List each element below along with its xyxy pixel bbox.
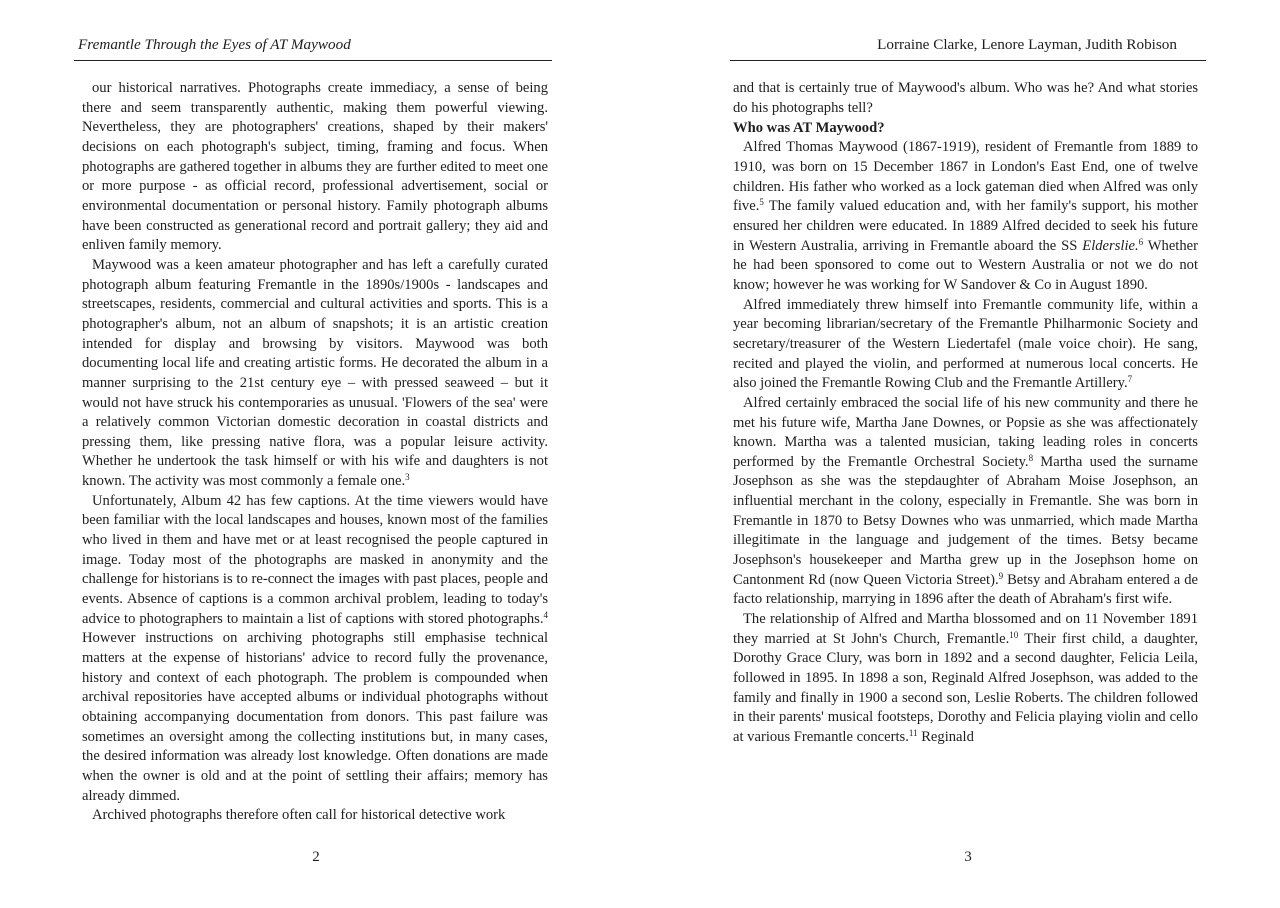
text-run: However instructions on archiving photographs still emphasise technical matters at the expense of historians' advice to record fully the provenance, history and context of each photograph. The problem is compounded when archival repositories have accepted albums or individual photographs without obtaining accompanying documentation from donors. This past failure was sometimes an oversight among the collecting institutions but, in many cases, the desired information was already lost knowledge. Often donations are made when the owner is old and at the point of settling their affairs; memory has already dimmed. (82, 630, 548, 804)
running-head-title: Fremantle Through the Eyes of AT Maywood (78, 36, 351, 53)
text-run: Alfred immediately threw himself into Fremantle community life, within a year becoming librarian/secretary of the Fremantle Philharmonic Society and secretary/treasurer of the Western Liedertafel (male voice choir). He sang, recited and played the violin, and performed at numerous local concerts. He also joined the Fremantle Rowing Club and the Fremantle Artillery. (733, 296, 1198, 392)
running-head-authors: Lorraine Clarke, Lenore Layman, Judith Robison (877, 36, 1177, 53)
footnote-ref: 7 (1127, 374, 1133, 385)
footnote-ref: 10 (1009, 629, 1019, 640)
body-paragraph (733, 296, 1198, 394)
text-run: Maywood was a keen amateur photographer and has left a carefully curated photograph album featuring Fremantle in the 1890s/1900s - landscapes and streetscapes, residents, commercial and cultural activities and sports. This is a photographer's album, not an album of snapshots; it is an artistic creation intended for display and browsing by visitors. Maywood was both documenting local life and creating artistic forms. He decorated the album in a manner surprising to the 21st century eye – with pressed seaweed – but it would not have struck his contemporaries as unusual. 'Flowers of the sea' were a relatively common Victorian domestic decoration in coastal districts and pressing them, like pressing native flora, was a popular leisure activity. Whether he undertook the task himself or with his wife and daughters is not known. The activity was most commonly a female one. (82, 256, 548, 490)
section-heading: Who was AT Maywood? (733, 120, 885, 137)
footnote-ref: 3 (405, 472, 410, 483)
left-page-body (82, 79, 548, 826)
footnote-ref: 9 (998, 570, 1004, 581)
right-page-paragraphs (733, 138, 1198, 747)
body-paragraph (733, 138, 1198, 295)
text-run: The family valued education and, with her family's support, his mother ensured her children were educated. In 1889 Alfred decided to seek his future in Western Australia, arriving in Fremantle aboard the SS (733, 198, 1198, 254)
header-rule (730, 60, 1206, 61)
text-run: Reginald (917, 729, 974, 745)
intro-paragraph (733, 79, 1198, 118)
text-run: Alfred certainly embraced the social life of his new community and there he met his future wife, Martha Jane Downes, or Popsie as she was affectionately known. Martha was a talented musician, taking leading roles in concerts performed by the Fremantle Orchestral Society. (733, 394, 1198, 470)
footnote-ref: 8 (1028, 452, 1034, 463)
body-paragraph (82, 492, 548, 807)
body-paragraph (82, 256, 548, 492)
footnote-ref: 4 (543, 609, 548, 620)
body-paragraph (733, 394, 1198, 610)
body-paragraph (733, 610, 1198, 748)
text-run: Their first child, a daughter, Dorothy Grace Clury, was born in 1892 and a second daughter, Felicia Leila, followed in 1895. In 1898 a son, Reginald Alfred Josephson, was added to the family and finally in 1900 a second son, Leslie Roberts. The children followed in their parents' musical footsteps, Dorothy and Felicia playing violin and cello at various Fremantle concerts. (733, 630, 1198, 745)
footnote-ref: 5 (759, 197, 764, 208)
text-run: Whether he had been sponsored to come out to Western Australia or not we do not know; however he was working for W Sandover & Co in August 1890. (733, 237, 1198, 293)
footnote-ref: 6 (1138, 236, 1144, 247)
italic-text: Elderslie (1082, 237, 1135, 254)
text-run: and that is certainly true of Maywood's album. Who was he? And what stories do his photographs tell? (733, 80, 1198, 116)
footnote-ref: 11 (908, 728, 918, 738)
text-run: Alfred Thomas Maywood (1867-1919), resident of Fremantle from 1889 to 1910, was born on 15 December 1867 in London's East End, one of twelve children. His father who worked as a lock gateman died when Alfred was only five. (733, 139, 1198, 215)
page-number: 3 (964, 849, 972, 865)
header-rule (74, 60, 552, 61)
left-page (0, 0, 620, 908)
text-run: Martha used the surname Josephson as she was the stepdaughter of Abraham Moise Josephson, an influential merchant in the colony, especially in Fremantle. She was born in Fremantle in 1870 to Betsy Downes who was unmarried, which made Martha illegitimate in the language and judgement of the times. Betsy became Josephson's housekeeper and Martha grew up in the Josephson home on Cantonment Rd (now Queen Victoria Street). (733, 453, 1198, 588)
body-paragraph (82, 79, 548, 256)
text-run: our historical narratives. Photographs create immediacy, a sense of being there and seem transparently authentic, making them powerful viewing. Nevertheless, they are photographers' creations, shaped by their makers' decisions on each photograph's subject, timing, framing and focus. When photographs are gathered together in albums they are further edited to meet one or more purpose - as official record, professional advertisement, social or environmental documentation or personal history. Family photograph albums have been constructed as generational record and portrait gallery; they aid and enliven family memory. (82, 80, 548, 254)
body-paragraph (82, 806, 548, 826)
page-number: 2 (312, 849, 320, 865)
right-page (640, 0, 1260, 908)
text-run: The relationship of Alfred and Martha blossomed and on 11 November 1891 they married at St John's Church, Fremantle. (733, 611, 1198, 647)
text-run: Unfortunately, Album 42 has few captions. At the time viewers would have been familiar with the local landscapes and houses, known most of the families who lived in them and have met or at least recognised the people captured in image. Today most of the photographs are masked in anonymity and the challenge for historians is to re-connect the images with past places, people and events. Absence of captions is a common archival problem, leading to today's advice to photographers to maintain a list of captions with stored photographs. (82, 492, 548, 627)
italic-text: . (1134, 237, 1139, 254)
right-page-body (733, 79, 1198, 748)
text-run: Betsy and Abraham entered a de facto relationship, marrying in 1896 after the death of Abraham's first wife. (733, 571, 1198, 608)
text-run: Archived photographs therefore often call for historical detective work (92, 807, 506, 824)
